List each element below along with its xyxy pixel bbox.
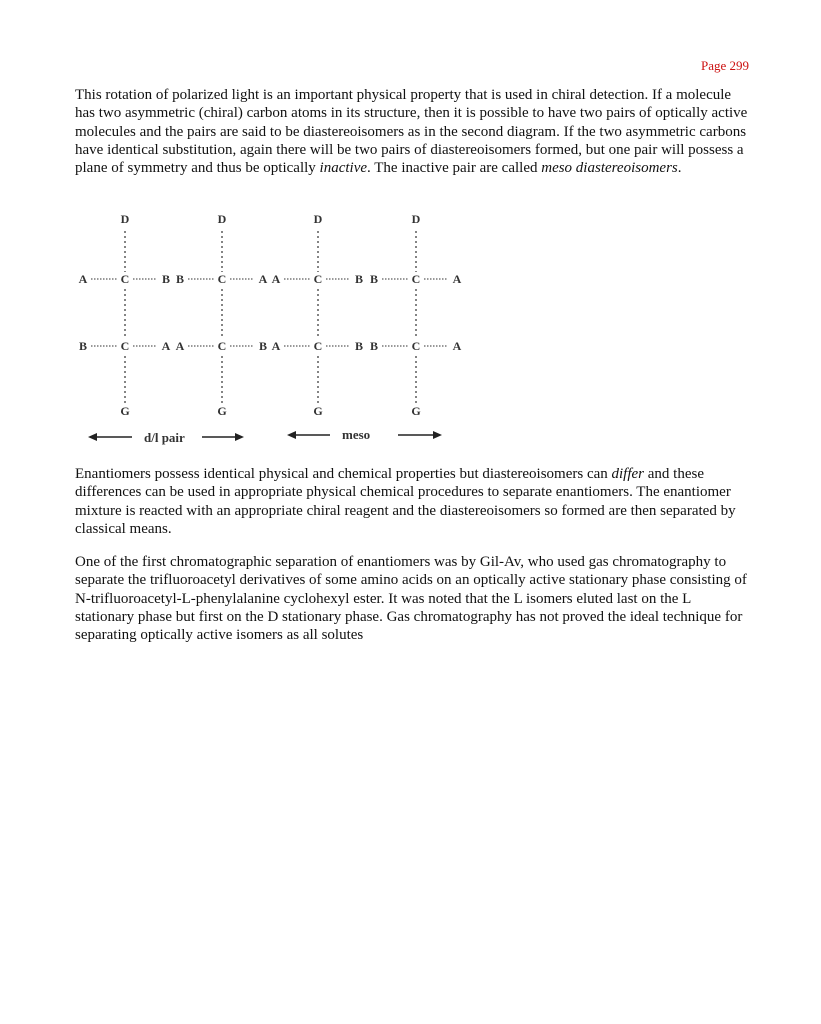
atom-lower-carbon: C [120, 339, 130, 353]
atom-top: D [313, 212, 323, 226]
atom-top: D [217, 212, 227, 226]
paragraph-gil-av-history: One of the first chromatographic separation of enantiomers was by Gil-Av, who used gas chromatography to separate the trifluoroacetyl derivatives of some amino acids on an optically active stationary phase consisting of N-trifluoroacetyl-L-phenylalanine cyclohexyl ester. It was noted that the L isomers eluted last on the L stationary phase but first on the D stationary phase. Gas chromatography has not proved the ideal technique for separating optically active isomers as all solutes [75, 554, 747, 644]
diastereoisomer-diagram [72, 205, 472, 450]
para2-differ-term: differ [611, 466, 645, 482]
atom-bottom: G [120, 404, 130, 418]
atom-bottom: G [217, 404, 227, 418]
para1-text-c: . [677, 160, 682, 177]
meso-label: meso [342, 427, 371, 442]
atom-lower-right: B [354, 339, 364, 353]
atom-lower-right: A [161, 339, 171, 353]
meso-arrow-left [287, 431, 330, 439]
atom-upper-right: B [161, 272, 171, 286]
atom-lower-carbon: C [313, 339, 323, 353]
atom-lower-carbon: C [411, 339, 421, 353]
atom-top: D [120, 212, 130, 226]
para2-text-b: and these differences can be used in appropriate physical chemical procedures to separate enantiomers. The enantiomer mixture is reacted with an appropriate chiral reagent and the diastereoisomers so formed are then separated by classical means. [75, 466, 736, 537]
atom-upper-right: A [452, 272, 462, 286]
atom-lower-left: A [175, 339, 185, 353]
atom-upper-carbon: C [217, 272, 227, 286]
atom-upper-carbon: C [313, 272, 323, 286]
dl-pair-arrow-right [202, 433, 244, 441]
atom-upper-left: B [369, 272, 379, 286]
atom-upper-right: B [354, 272, 364, 286]
para1-inactive-term: inactive [319, 160, 368, 177]
fischer-structure-3 [272, 212, 363, 418]
atom-upper-left: A [78, 272, 88, 286]
dl-pair-label: d/l pair [144, 430, 185, 445]
atom-upper-right: A [258, 272, 268, 286]
atom-lower-right: B [258, 339, 268, 353]
atom-lower-left: A [271, 339, 281, 353]
diastereoisomer-diagram-svg [72, 205, 472, 450]
atom-lower-right: A [452, 339, 462, 353]
para1-meso-term: meso diastereoisomers [541, 160, 678, 177]
fischer-structure-4 [370, 212, 462, 418]
para1-text-b: . The inactive pair are called [367, 160, 542, 177]
paragraph-diastereoisomer-separation [75, 465, 751, 538]
para1-text-a: This rotation of polarized light is an important physical property that is used in chiral detection. If a molecule has two asymmetric (chiral) carbon atoms in its structure, then it is possible to have two pairs of optically active molecules and the pairs are said to be diastereoisomers as in the second diagram. If the two asymmetric carbons have identical substitution, again there will be two pairs of diastereoisomers formed, but one pair will possess a plane of symmetry and thus be optically [75, 87, 748, 177]
atom-bottom: G [313, 404, 323, 418]
fischer-structure-1 [79, 212, 171, 418]
atom-lower-left: B [78, 339, 88, 353]
atom-upper-left: B [175, 272, 185, 286]
fischer-structure-2 [176, 212, 268, 418]
atom-lower-left: B [369, 339, 379, 353]
meso-arrow-right [398, 431, 442, 439]
atom-upper-carbon: C [120, 272, 130, 286]
atom-bottom: G [411, 404, 421, 418]
paragraph-chirality-intro [75, 86, 751, 177]
atom-lower-carbon: C [217, 339, 227, 353]
atom-upper-carbon: C [411, 272, 421, 286]
atom-upper-left: A [271, 272, 281, 286]
dl-pair-arrow-left [88, 433, 132, 441]
para2-text-a: Enantiomers possess identical physical and chemical properties but diastereoisomers can [75, 466, 612, 482]
atom-top: D [411, 212, 421, 226]
page-number: Page 299 [700, 58, 749, 73]
